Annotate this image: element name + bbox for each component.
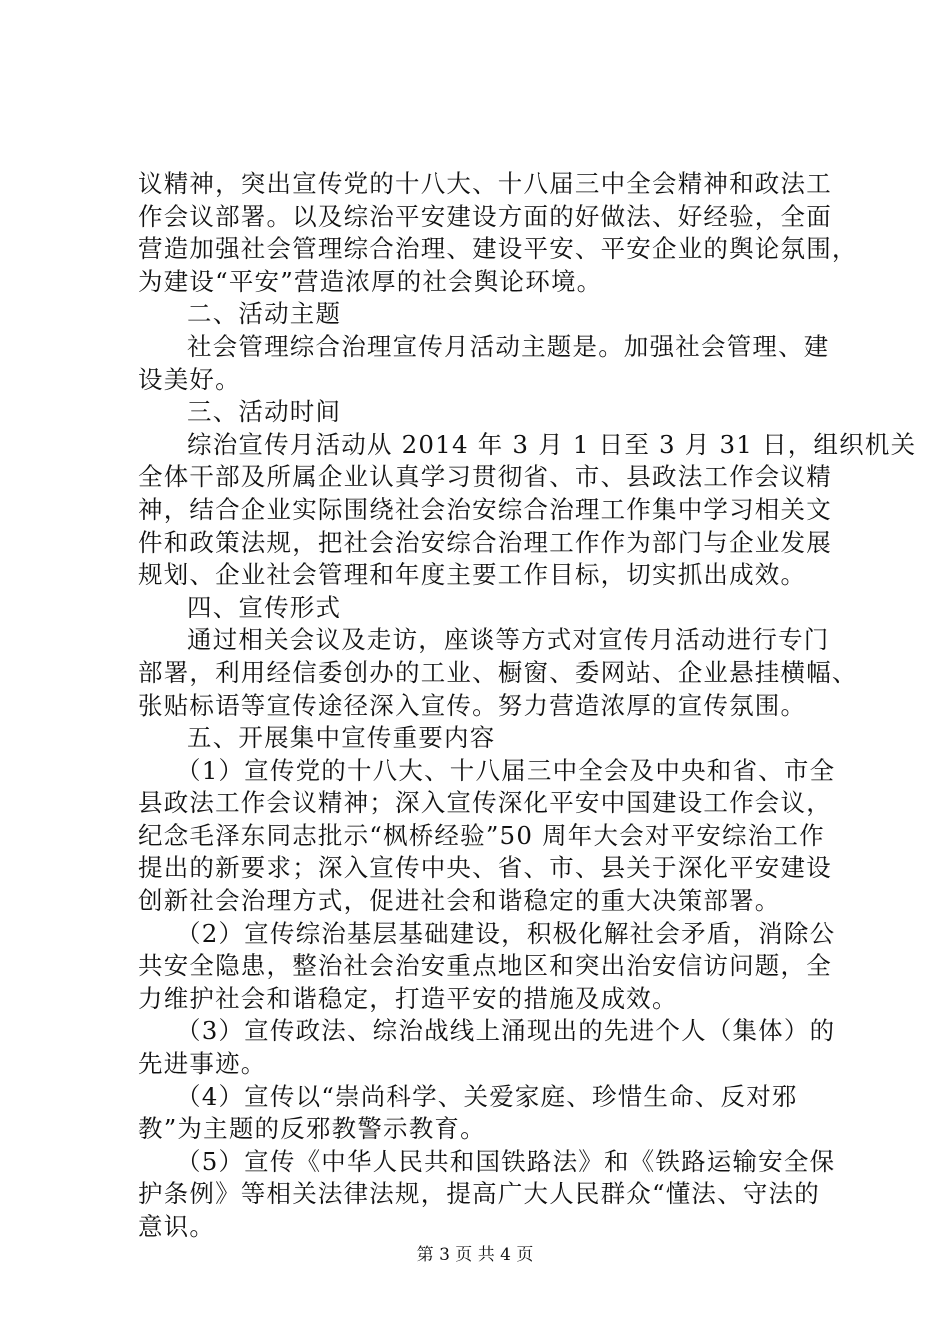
- text-line: 意识。: [138, 1212, 216, 1241]
- text-line: 提出的新要求；深入宣传中央、省、市、县关于深化平安建设: [138, 853, 832, 883]
- text-line: 纪念毛泽东同志批示“枫桥经验”50 周年大会对平安综治工作: [138, 820, 825, 850]
- section-heading: 五、开展集中宣传重要内容: [187, 723, 496, 753]
- text-line: 力维护社会和谐稳定，打造平安的措施及成效。: [138, 983, 678, 1013]
- text-line: 综治宣传月活动从 2014 年 3 月 1 日至 3 月 31 日，组织机关: [187, 429, 917, 459]
- list-item: （3）宣传政法、综治战线上涌现出的先进个人（集体）的: [176, 1016, 836, 1046]
- section-heading: 三、活动时间: [187, 397, 342, 427]
- text-line: 共安全隐患，整治社会治安重点地区和突出治安信访问题，全: [138, 951, 832, 981]
- text-line: 护条例》等相关法律法规，提高广大人民群众“懂法、守法的: [138, 1179, 820, 1209]
- text-line: 规划、企业社会管理和年度主要工作目标，切实抓出成效。: [138, 560, 807, 590]
- page-number-footer: 第 3 页 共 4 页: [416, 1245, 534, 1265]
- text-line: 神，结合企业实际围绕社会治安综合治理工作集中学习相关文: [138, 494, 832, 524]
- text-line: 社会管理综合治理宣传月活动主题是。加强社会管理、建: [187, 331, 830, 361]
- text-line: 创新社会治理方式，促进社会和谐稳定的重大决策部署。: [138, 886, 781, 916]
- text-line: 部署，利用经信委创办的工业、橱窗、委网站、企业悬挂横幅、: [138, 657, 858, 687]
- text-line: 议精神，突出宣传党的十八大、十八届三中全会精神和政法工: [138, 169, 832, 198]
- text-line: 县政法工作会议精神；深入宣传深化平安中国建设工作会议，: [138, 788, 832, 818]
- text-line: 作会议部署。以及综治平安建设方面的好做法、好经验，全面: [138, 201, 832, 231]
- text-line: 教”为主题的反邪教警示教育。: [138, 1114, 486, 1144]
- text-line: 设美好。: [138, 364, 241, 394]
- list-item: （2）宣传综治基层基础建设，积极化解社会矛盾，消除公: [176, 918, 836, 948]
- text-line: 张贴标语等宣传途径深入宣传。努力营造浓厚的宣传氛围。: [138, 690, 807, 720]
- text-line: 为建设“平安”营造浓厚的社会舆论环境。: [138, 266, 603, 296]
- list-item: （1）宣传党的十八大、十八届三中全会及中央和省、市全: [176, 755, 836, 785]
- section-heading: 二、活动主题: [187, 299, 342, 329]
- list-item: （5）宣传《中华人民共和国铁路法》和《铁路运输安全保: [176, 1146, 836, 1176]
- list-item: （4）宣传以“崇尚科学、关爱家庭、珍惜生命、反对邪: [176, 1081, 798, 1111]
- text-line: 营造加强社会管理综合治理、建设平安、平安企业的舆论氛围，: [138, 234, 858, 264]
- text-line: 件和政策法规，把社会治安综合治理工作作为部门与企业发展: [138, 527, 832, 557]
- text-line: 先进事迹。: [138, 1049, 267, 1079]
- section-heading: 四、宣传形式: [187, 592, 342, 622]
- document-body: [138, 168, 917, 1244]
- text-line: 通过相关会议及走访，座谈等方式对宣传月活动进行专门: [187, 625, 830, 655]
- text-line: 全体干部及所属企业认真学习贯彻省、市、县政法工作会议精: [138, 462, 832, 492]
